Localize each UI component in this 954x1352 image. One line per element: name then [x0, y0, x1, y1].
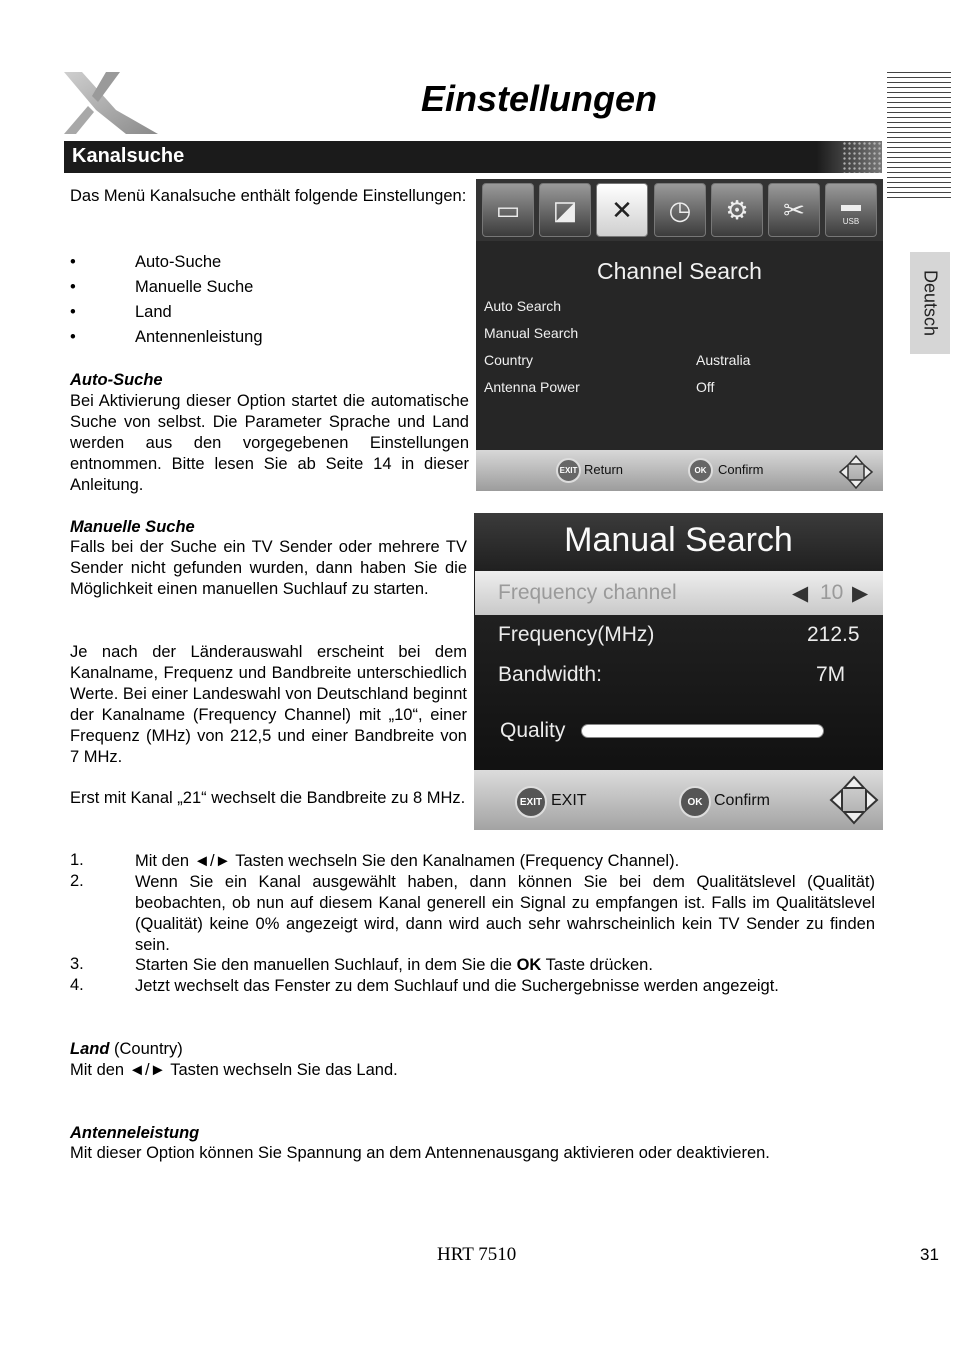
- arrow-left-icon: ◀: [792, 582, 809, 605]
- tools-icon: ✂: [768, 183, 820, 237]
- bandwidth-label: Bandwidth:: [498, 663, 602, 686]
- manuelle-suche-text-2: Je nach der Länderauswahl erscheint bei dem Kanalname, Frequenz und Bandbreite unterschiedlich Werte. Bei einer Landeswahl von Deutschland beginnt der Kanalname (Frequency Channel) mit „10“, einer Frequenz (MHz) von 212,5 und einer Bandbreite von 7 MHz.: [70, 643, 467, 766]
- land-heading: Land (Country): [70, 1040, 183, 1058]
- manual-search-title: Manual Search: [564, 521, 793, 559]
- navigation-arrows-icon: [838, 454, 874, 490]
- bullet-item: Land: [135, 303, 172, 321]
- step-text: Wenn Sie ein Kanal ausgewählt haben, dann können Sie bei dem Qualitätslevel (Qualität) beobachten, ob nun auf diesem Kanal generell ein Signal zu empfangen ist. Falls im Qualitätslevel (Qualität) keine 0% angezeigt wird, dann wird auch sehr wahrscheinlich kein TV Sender zu finden sein.: [135, 873, 875, 954]
- auto-suche-heading: Auto-Suche: [70, 371, 163, 389]
- manual-search-screenshot: [474, 513, 883, 830]
- bullet-item: Auto-Suche: [135, 253, 222, 271]
- step-number: 3.: [70, 955, 84, 973]
- antenna-power-value: Off: [696, 379, 715, 395]
- frequency-channel-value: 10: [820, 581, 844, 604]
- step-number: 4.: [70, 976, 84, 994]
- usb-icon: ▬ USB: [825, 183, 877, 237]
- bullet-dot: •: [70, 328, 76, 346]
- step-text: Jetzt wechselt das Fenster zu dem Suchlauf und die Suchergebnisse werden angezeigt.: [135, 977, 779, 995]
- land-text: Mit den ◄/► Tasten wechseln Sie das Land.: [70, 1061, 398, 1079]
- menu-item-antenna-power: Antenna Power: [484, 379, 580, 395]
- display-icon: ◪: [539, 183, 591, 237]
- confirm-label: Confirm: [714, 792, 771, 809]
- frequency-channel-label: Frequency channel: [498, 581, 677, 604]
- manuelle-suche-heading: Manuelle Suche: [70, 518, 195, 536]
- manuelle-suche-text-3: Erst mit Kanal „21“ wechselt die Bandbreite zu 8 MHz.: [70, 789, 466, 807]
- bullet-item: Manuelle Suche: [135, 278, 254, 296]
- channel-search-screenshot: [476, 179, 883, 491]
- usb-label: USB: [842, 217, 860, 226]
- frequency-mhz-value: 212.5: [807, 623, 860, 646]
- page-number: 31: [920, 1245, 939, 1264]
- page-title: Einstellungen: [420, 78, 658, 119]
- bullet-dot: •: [70, 278, 76, 296]
- step-number: 1.: [70, 851, 84, 869]
- step-text: Starten Sie den manuellen Suchlauf, in dem Sie die OK Taste drücken.: [135, 956, 653, 974]
- ok-button-icon: OK: [679, 786, 711, 818]
- quality-label: Quality: [500, 719, 566, 742]
- auto-suche-text: Bei Aktivierung dieser Option startet die automatische Suche von selbst. Die Parameter Sprache und Land werden aus den vorgegebenen Einstellungen entnommen. Bitte lesen Sie ab Seite 14 in dieser Anleitung.: [70, 392, 469, 494]
- exit-label: EXIT: [551, 792, 587, 809]
- intro-text: Das Menü Kanalsuche enthält folgende Einstellungen:: [70, 187, 467, 205]
- tv-icon: ▭: [482, 183, 534, 237]
- frequency-mhz-label: Frequency(MHz): [498, 623, 655, 646]
- section-bar: [64, 141, 882, 173]
- menu-item-manual-search: Manual Search: [484, 325, 579, 341]
- section-title: Kanalsuche: [72, 145, 185, 167]
- arrow-right-icon: ▶: [852, 582, 869, 605]
- bullet-dot: •: [70, 303, 76, 321]
- menu-item-country: Country: [484, 352, 534, 368]
- confirm-label: Confirm: [718, 462, 764, 477]
- section-bar-dots: [842, 141, 882, 173]
- bandwidth-value: 7M: [816, 663, 846, 686]
- gear-icon: ⚙: [711, 183, 763, 237]
- model-name: HRT 7510: [437, 1244, 517, 1265]
- channel-search-title: Channel Search: [597, 258, 762, 284]
- step-number: 2.: [70, 872, 84, 890]
- antenne-heading: Antenneleistung: [70, 1124, 200, 1142]
- return-label: Return: [584, 462, 624, 477]
- antenne-text: Mit dieser Option können Sie Spannung an dem Antennenausgang aktivieren oder deaktivieren.: [70, 1144, 770, 1162]
- quality-bar: [581, 724, 824, 738]
- bullet-item: Antennenleistung: [135, 328, 263, 346]
- clock-icon: ◷: [654, 183, 706, 237]
- decorative-stripes: [887, 72, 951, 200]
- satellite-icon: ✕: [596, 183, 648, 237]
- exit-button-icon: EXIT: [515, 786, 547, 818]
- screen-footer: [476, 450, 883, 491]
- menu-item-auto-search: Auto Search: [484, 298, 562, 314]
- country-value: Australia: [696, 352, 751, 368]
- manuelle-suche-text-1: Falls bei der Suche ein TV Sender oder mehrere TV Sender nicht gefunden wurden, dann haben Sie die Möglichkeit einen manuellen Suchlauf zu starten.: [70, 538, 467, 598]
- ok-button-icon: OK: [688, 458, 713, 483]
- language-tab-label: Deutsch: [920, 269, 941, 337]
- exit-button-icon: EXIT: [556, 458, 581, 483]
- navigation-arrows-icon: [829, 775, 879, 825]
- step-text: Mit den ◄/► Tasten wechseln Sie den Kanalnamen (Frequency Channel).: [135, 852, 680, 870]
- bullet-dot: •: [70, 253, 76, 271]
